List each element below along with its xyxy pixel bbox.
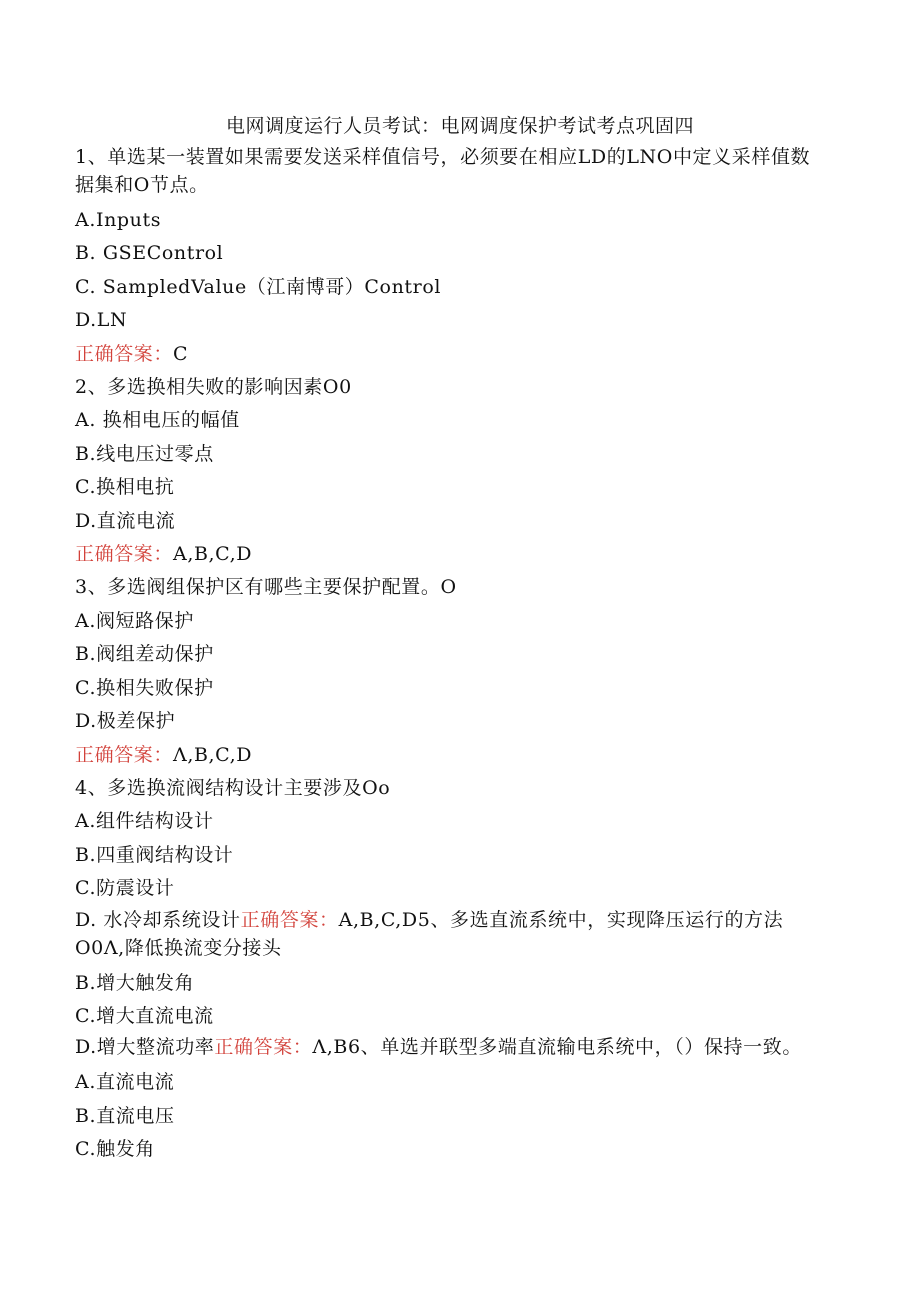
- option-item: D.直流电流: [75, 509, 176, 532]
- answer-label: 正确答案：: [214, 1036, 313, 1059]
- answer-value: A,B,C,D: [338, 908, 418, 931]
- answer-value: A,B,C,D: [173, 543, 253, 566]
- option-item: A.Inputs: [75, 209, 162, 231]
- question-stem: 4、多选换流阀结构设计主要涉及Oo: [75, 776, 391, 799]
- option-item: C.触发角: [75, 1138, 155, 1161]
- option-item: B.线电压过零点: [75, 442, 214, 465]
- option-item: D.极差保护: [75, 710, 176, 733]
- answer-label: 正确答案：: [75, 543, 174, 566]
- option-item: B.四重阀结构设计: [75, 843, 234, 866]
- option-item: B.阀组差动保护: [75, 643, 214, 666]
- answer-value: C: [173, 342, 189, 365]
- answer-line: [75, 739, 827, 772]
- option-item: C. SampledValue（江南博哥）Control: [75, 275, 442, 298]
- option-item: C.增大直流电流: [75, 1004, 214, 1027]
- question-list: [75, 143, 827, 1167]
- answer-label: 正确答案：: [75, 743, 174, 766]
- question-stem: 5、多选直流系统中，实现降压运行的方法O0Λ,降低换流变分接头: [75, 908, 784, 959]
- question-stem: 6、单选并联型多端直流输电系统中，（）保持一致。: [347, 1036, 802, 1059]
- option-item: D.增大整流功率: [75, 1036, 215, 1059]
- question-stem: 2、多选换相失败的影响因素O0: [75, 376, 352, 399]
- option-item: B. GSEControl: [75, 242, 224, 265]
- question-stem: 3、多选阀组保护区有哪些主要保护配置。O: [75, 576, 457, 599]
- option-item: B.增大触发角: [75, 971, 195, 994]
- merged-paragraph: [75, 906, 827, 967]
- option-item: A.组件结构设计: [75, 810, 214, 833]
- answer-label: 正确答案：: [75, 342, 174, 365]
- answer-line: [75, 338, 827, 371]
- answer-label: 正确答案：: [240, 908, 339, 931]
- option-item: C.防震设计: [75, 877, 175, 900]
- option-item: C.换相电抗: [75, 476, 175, 499]
- option-item: A.阀短路保护: [75, 609, 194, 632]
- answer-value: Λ,B: [312, 1036, 348, 1059]
- answer-line: [75, 538, 827, 571]
- option-item: C.换相失败保护: [75, 676, 214, 699]
- option-item: A.直流电流: [75, 1071, 175, 1094]
- option-item: A. 换相电压的幅值: [75, 409, 240, 432]
- page-title: 电网调度运行人员考试：电网调度保护考试考点巩固四: [225, 115, 694, 137]
- option-item: D. 水冷却系统设计: [75, 908, 241, 931]
- answer-value: Λ,B,C,D: [173, 743, 253, 766]
- question-stem: 1、单选某一装置如果需要发送采样值信号，必须要在相应LD的LNO中定义采样值数据集和O节点。: [75, 146, 811, 196]
- option-item: D.LN: [75, 309, 128, 332]
- option-item: B.直流电压: [75, 1104, 175, 1127]
- merged-paragraph: [75, 1033, 827, 1066]
